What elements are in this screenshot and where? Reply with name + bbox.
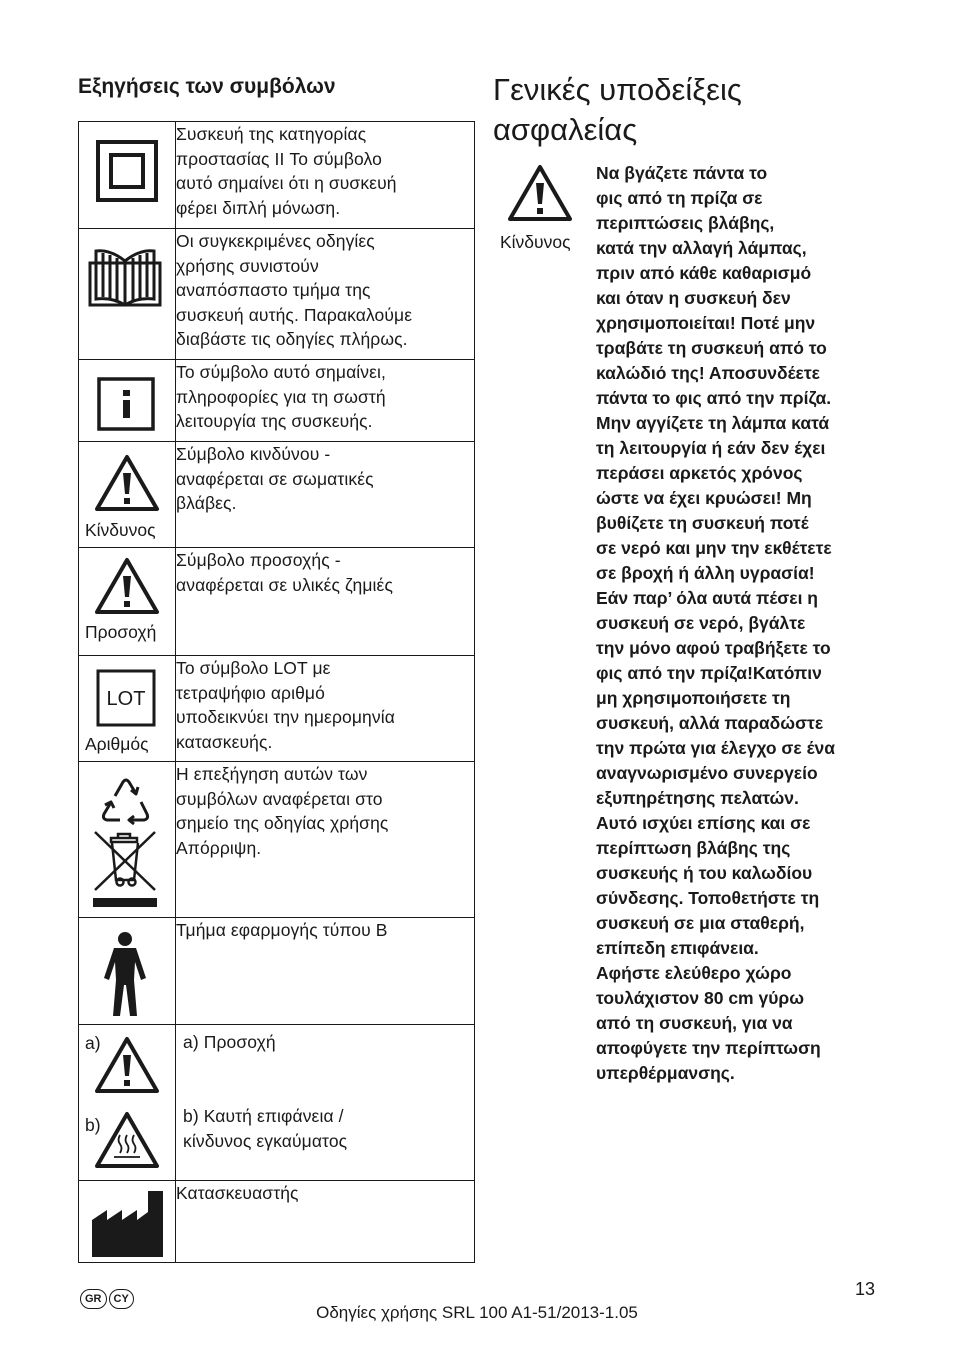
symbol-description: Σύμβολο προσοχής - αναφέρεται σε υλικές ζημιές bbox=[176, 548, 475, 656]
symbol-description: Οι συγκεκριμένες οδηγίες χρήσης συνιστούν αναπόσπαστο τμήμα της συσκευή αυτής. Παρακαλούμε διαβάστε τις οδηγίες πλήρως. bbox=[176, 229, 475, 360]
icon-cell bbox=[79, 229, 176, 360]
combo-description bbox=[176, 1025, 475, 1181]
icon-caption: Αριθμός bbox=[85, 734, 149, 754]
table-row bbox=[79, 762, 475, 918]
manufacturer-label: Κατασκευαστής bbox=[176, 1181, 475, 1263]
symbol-description: Το σύμβολο αυτό σημαίνει, πληροφορίες για τη σωστή λειτουργία της συσκευής. bbox=[176, 360, 475, 442]
lot-text: LOT bbox=[106, 688, 146, 710]
table-row bbox=[79, 548, 475, 656]
lot-icon bbox=[96, 669, 156, 727]
hot-surface-icon bbox=[94, 1111, 160, 1169]
icon-caption: Προσοχή bbox=[85, 622, 157, 642]
combo-a-text: a) Προσοχή bbox=[183, 1032, 276, 1052]
symbol-description: Σύμβολο κινδύνου - αναφέρεται σε σωματικές βλάβες. bbox=[176, 442, 475, 548]
table-row bbox=[79, 656, 475, 762]
country-badge-gr: GR bbox=[80, 1289, 107, 1309]
icon-cell bbox=[79, 656, 176, 762]
info-icon bbox=[97, 377, 155, 431]
section-title-safety: Γενικές υποδείξεις ασφαλείας bbox=[493, 72, 742, 147]
safety-warning-text: Να βγάζετε πάντα το φις από τη πρίζα σε περιπτώσεις βλάβης, κατά την αλλαγή λάμπας, πριν από κάθε καθαρισμό και όταν η συσκευή δεν χρησιμοποιείται! Ποτέ μην τραβάτε τη συσκευή από το καλώδιό της! Αποσυνδέετε πάντα το φις από την πρίζα. Μην αγγίζετε τη λάμπα κατά τη λειτουργία ή εάν δεν έχει περάσει αρκετός χρόνος ώστε να έχει κρυώσει! Μη βυθίζετε τη συσκευή ποτέ σε νερό και μην την εκθέτετε σε βροχή ή άλλη υγρασία! Εάν παρ’ όλα αυτά πέσει η συσκευή σε νερό, βγάλτε την μόνο αφού τραβήξετε το φις από την πρίζα!Κατόπιν μη χρησιμοποιήσετε τη συσκευή, αλλά παραδώστε την πρώτα για έλεγχο σε ένα αναγνωρισμένο συνεργείο εξυπηρέτησης πελατών. Αυτό ισχύει επίσης και σε περίπτωση βλάβης της συσκευής ή του καλωδίου σύνδεσης. Τοποθετήστε τη συσκευή σε μια σταθερή, επίπεδη επιφάνεια. Αφήστε ελεύθερο χώρο τουλάχιστον 80 cm γύρω από τη συσκευή, για να αποφύγετε την περίπτωση υπερθέρμανσης. bbox=[596, 163, 835, 1083]
icon-cell bbox=[79, 1025, 176, 1181]
footer bbox=[0, 1303, 954, 1323]
table-row bbox=[79, 918, 475, 1025]
danger-triangle-icon bbox=[94, 454, 160, 512]
page-number: 13 bbox=[855, 1279, 876, 1299]
symbol-description: Συσκευή της κατηγορίας προστασίας II Το σύμβολο αυτό σημαίνει ότι η συσκευή φέρει διπλή μόνωση. bbox=[176, 122, 475, 229]
caution-triangle-icon bbox=[94, 557, 160, 615]
table-row bbox=[79, 1025, 475, 1181]
section-title-symbols: Εξηγήσεις των συμβόλων bbox=[78, 75, 336, 98]
icon-cell bbox=[79, 1181, 176, 1263]
symbol-description: Τμήμα εφαρμογής τύπου Β bbox=[176, 918, 475, 1025]
wheelie-bin-crossed-icon bbox=[91, 828, 159, 908]
table-row bbox=[79, 1181, 475, 1263]
icon-cell bbox=[79, 442, 176, 548]
icon-caption: Κίνδυνος bbox=[85, 520, 156, 540]
table-row bbox=[79, 229, 475, 360]
table-row bbox=[79, 360, 475, 442]
caution-triangle-icon bbox=[94, 1036, 160, 1094]
marker-a: a) bbox=[85, 1033, 101, 1053]
table-row bbox=[79, 122, 475, 229]
warning-caption: Κίνδυνος bbox=[500, 232, 571, 252]
combo-b-text: b) Καυτή επιφάνεια / κίνδυνος εγκαύματος bbox=[183, 1106, 348, 1151]
table-row bbox=[79, 442, 475, 548]
icon-cell bbox=[79, 122, 176, 229]
icon-cell bbox=[79, 762, 176, 918]
factory-icon bbox=[91, 1190, 165, 1258]
symbol-description: Η επεξήγηση αυτών των συμβόλων αναφέρεται στο σημείο της οδηγίας χρήσης Απόρριψη. bbox=[176, 762, 475, 918]
manual-book-icon bbox=[88, 241, 162, 307]
icon-cell bbox=[79, 360, 176, 442]
icon-cell bbox=[79, 918, 176, 1025]
double-insulation-icon bbox=[96, 140, 158, 202]
icon-cell bbox=[79, 548, 176, 656]
recycle-icon bbox=[95, 774, 157, 832]
type-b-applied-part-icon bbox=[102, 930, 148, 1018]
danger-triangle-icon bbox=[506, 164, 574, 222]
footer-text: Οδηγίες χρήσης SRL 100 A1-51/2013-1.05 bbox=[316, 1303, 638, 1322]
marker-b: b) bbox=[85, 1115, 101, 1135]
symbols-table bbox=[78, 121, 475, 1263]
symbol-description: Το σύμβολο LOT με τετραψήφιο αριθμό υποδεικνύει την ημερομηνία κατασκευής. bbox=[176, 656, 475, 762]
country-badge-cy: CY bbox=[109, 1289, 134, 1309]
